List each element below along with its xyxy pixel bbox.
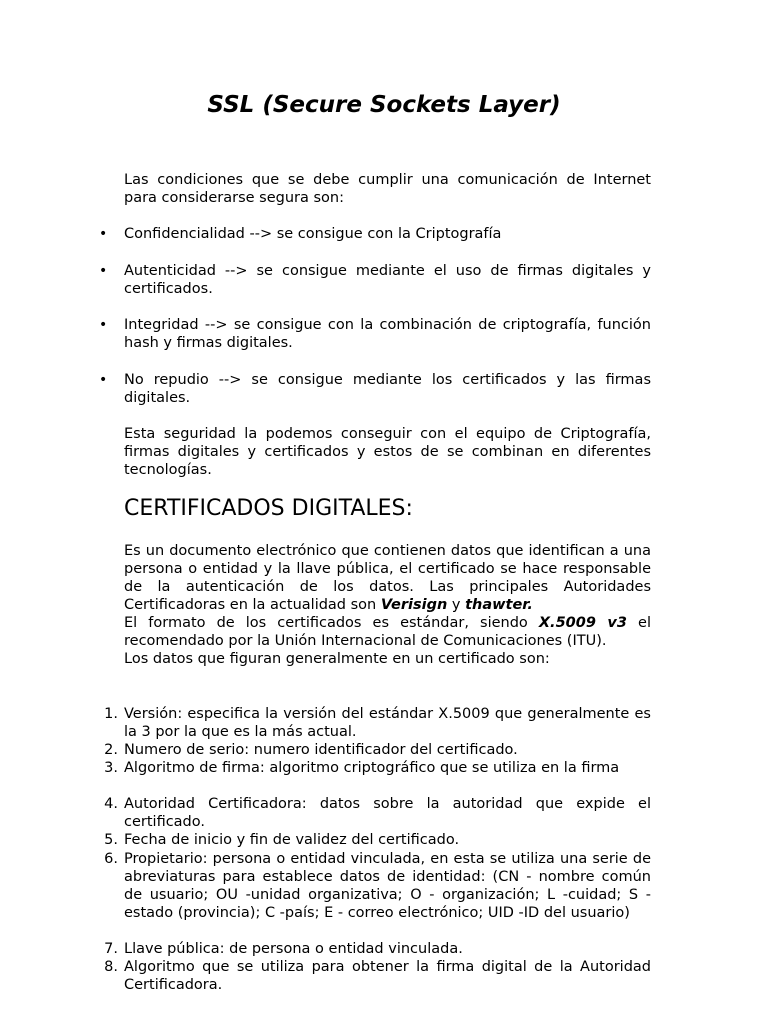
list-item: Algoritmo que se utiliza para obtener la firma digital de la Autoridad Certificadora. — [124, 959, 651, 993]
list-item: Versión: especifica la versión del estándar X.5009 que generalmente es la 3 por la que es la más actual. — [124, 706, 651, 740]
intro-paragraph: Las condiciones que se debe cumplir una comunicación de Internet para considerarse segura son: — [124, 172, 651, 206]
verisign-text: Verisign — [380, 597, 448, 613]
list-item: Autoridad Certificadora: datos sobre la autoridad que expide el certificado. — [124, 796, 651, 830]
certificates-paragraph — [124, 542, 651, 668]
cert-text-4: Los datos que figuran generalmente en un certificado son: — [124, 651, 550, 667]
bullet-marker: • — [99, 226, 108, 242]
list-item: Propietario: persona o entidad vinculada, en esta se utiliza una serie de abreviaturas para establece datos de identidad: (CN - nombre común de usuario; OU -unidad organizativa; O - organización; L -cuidad; S -estado (provincia); C -país; E - correo electrónico; UID -ID del usuario) — [124, 851, 651, 921]
section-heading: CERTIFICADOS DIGITALES: — [124, 496, 413, 521]
list-number: 4. — [104, 796, 118, 812]
cert-text-and: y — [447, 597, 466, 613]
thawter-text: thawter. — [465, 597, 533, 613]
bullet-item: No repudio --> se consigue mediante los certificados y las firmas digitales. — [124, 372, 651, 406]
bullet-item: Autenticidad --> se consigue mediante el uso de firmas digitales y certificados. — [124, 263, 651, 297]
list-item: Fecha de inicio y fin de validez del certificado. — [124, 832, 460, 848]
cert-text-3: el recomendado por la Unión Internacional de Comunicaciones (ITU). — [124, 615, 651, 649]
list-number: 5. — [104, 832, 118, 848]
list-item: Numero de serio: numero identificador del certificado. — [124, 742, 518, 758]
list-item: Algoritmo de firma: algoritmo criptográfico que se utiliza en la firma — [124, 760, 620, 776]
cert-text-2: El formato de los certificados es estándar, siendo — [124, 615, 539, 631]
list-number: 2. — [104, 742, 118, 758]
security-paragraph: Esta seguridad la podemos conseguir con el equipo de Criptografía, firmas digitales y certificados y estos de se combinan en diferentes tecnologías. — [124, 426, 651, 478]
bullet-item: Integridad --> se consigue con la combinación de criptografía, función hash y firmas digitales. — [124, 317, 651, 351]
list-number: 7. — [104, 941, 118, 957]
list-number: 6. — [104, 851, 118, 867]
bullet-marker: • — [99, 317, 108, 333]
list-number: 3. — [104, 760, 118, 776]
document-title: SSL (Secure Sockets Layer) — [207, 92, 561, 118]
list-number: 1. — [104, 706, 118, 722]
bullet-marker: • — [99, 372, 108, 388]
cert-text-1: Es un documento electrónico que contienen datos que identifican a una persona o entidad y la llave pública, el certificado se hace responsable de la autenticación de los datos. Las principales Autoridades Certificadoras en la actualidad son — [124, 543, 651, 613]
bullet-marker: • — [99, 263, 108, 279]
x509-text: X.5009 v3 — [538, 615, 627, 631]
list-number: 8. — [104, 959, 118, 975]
bullet-item: Confidencialidad --> se consigue con la Criptografía — [124, 226, 502, 242]
list-item: Llave pública: de persona o entidad vinculada. — [124, 941, 463, 957]
